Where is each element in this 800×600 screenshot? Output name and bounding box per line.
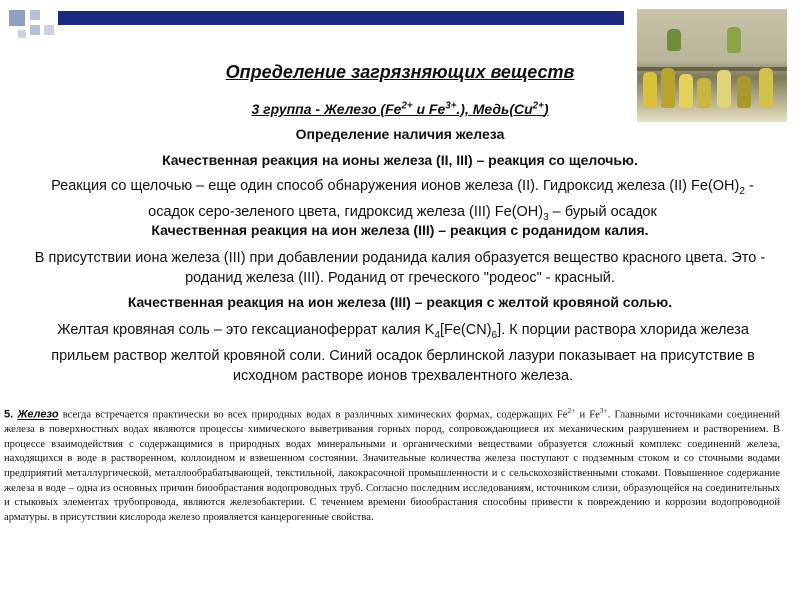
footnote-keyword: Железо	[17, 408, 59, 421]
alkali-heading: Качественная реакция на ионы железа (II, III) – реакция со щелочью.	[162, 152, 638, 168]
group-line: 3 группа - Железо ($Fe^{2+}$ и $Fe^{3+}$.), $Медь(Cu^{2+})$	[251, 100, 549, 117]
iron-heading: Определение наличия железа	[295, 126, 505, 142]
footnote-number: 5.	[4, 408, 14, 421]
salt-heading: Качественная реакция на ион железа (III) – реакция с желтой кровяной солью.	[127, 294, 673, 310]
rhodanide-text: В присутствии иона железа (III) при добавлении роданида калия образуется вещество красного цвета. Это ‑ роданид железа (III). Роданид от греческого "родеос" - красный.	[34, 250, 766, 286]
page-title: Определение загрязняющих веществ	[225, 62, 575, 82]
alkali-text: Реакция со щелочью – еще один способ обнаружения ионов железа (II). Гидроксид железа (II) $Fe(OH)_2$ - осадок серо-зеленого цвета, гидроксид железа (III) $Fe(OH)_3$ – бурый осадок	[51, 178, 754, 223]
footnote-paragraph: 5. Железо всегда встречается практически во всех природных водах в различных химических формах, содержащих $Fe^{2+}$ и $Fe^{3+}$. Главными источниками соединений железа в поверхностных водах являются процессы химического выветривания горных пород, сопровождающиеся их механическим разрушением и растворением. В процессе взаимодействия с содержащимися в природных водах минеральными и органическими веществами образуется сложный комплекс соединений железа, находящихся в воде в растворенном, коллоидном и взвешенном состоянии. Значительные количества железа поступают с подземным стоком и со сточными водами предприятий металлургической, металлообрабатывающей, текстильной, лакокрасочной промышленности и с сельскохозяйственными стоками. Повышенное содержание железа в воде – одна из основных причин биообрастания водопроводных труб. Согласно последним исследованиям, источником слизи, образующейся на соединительных и стыковых элементах трубопровода, являются железобактерии. С течением времени биообрастания способны привести к повреждению и коррозии водопроводной арматуры. в присутствии кислорода железо проявляется канцерогенные свойства.	[4, 406, 780, 523]
header-bar	[58, 11, 624, 25]
rhodanide-heading: Качественная реакция на ион железа (III) – реакция с роданидом калия.	[151, 222, 649, 238]
salt-text: Желтая кровяная соль – это гексацианоферрат калия $K_4[Fe(CN)_6]$. К порции раствора хлорида железа прильем раствор желтой кровяной соли. Синий осадок берлинской лазури показывает на присутствие в исходном растворе ионов трехвалентного железа.	[51, 322, 755, 384]
